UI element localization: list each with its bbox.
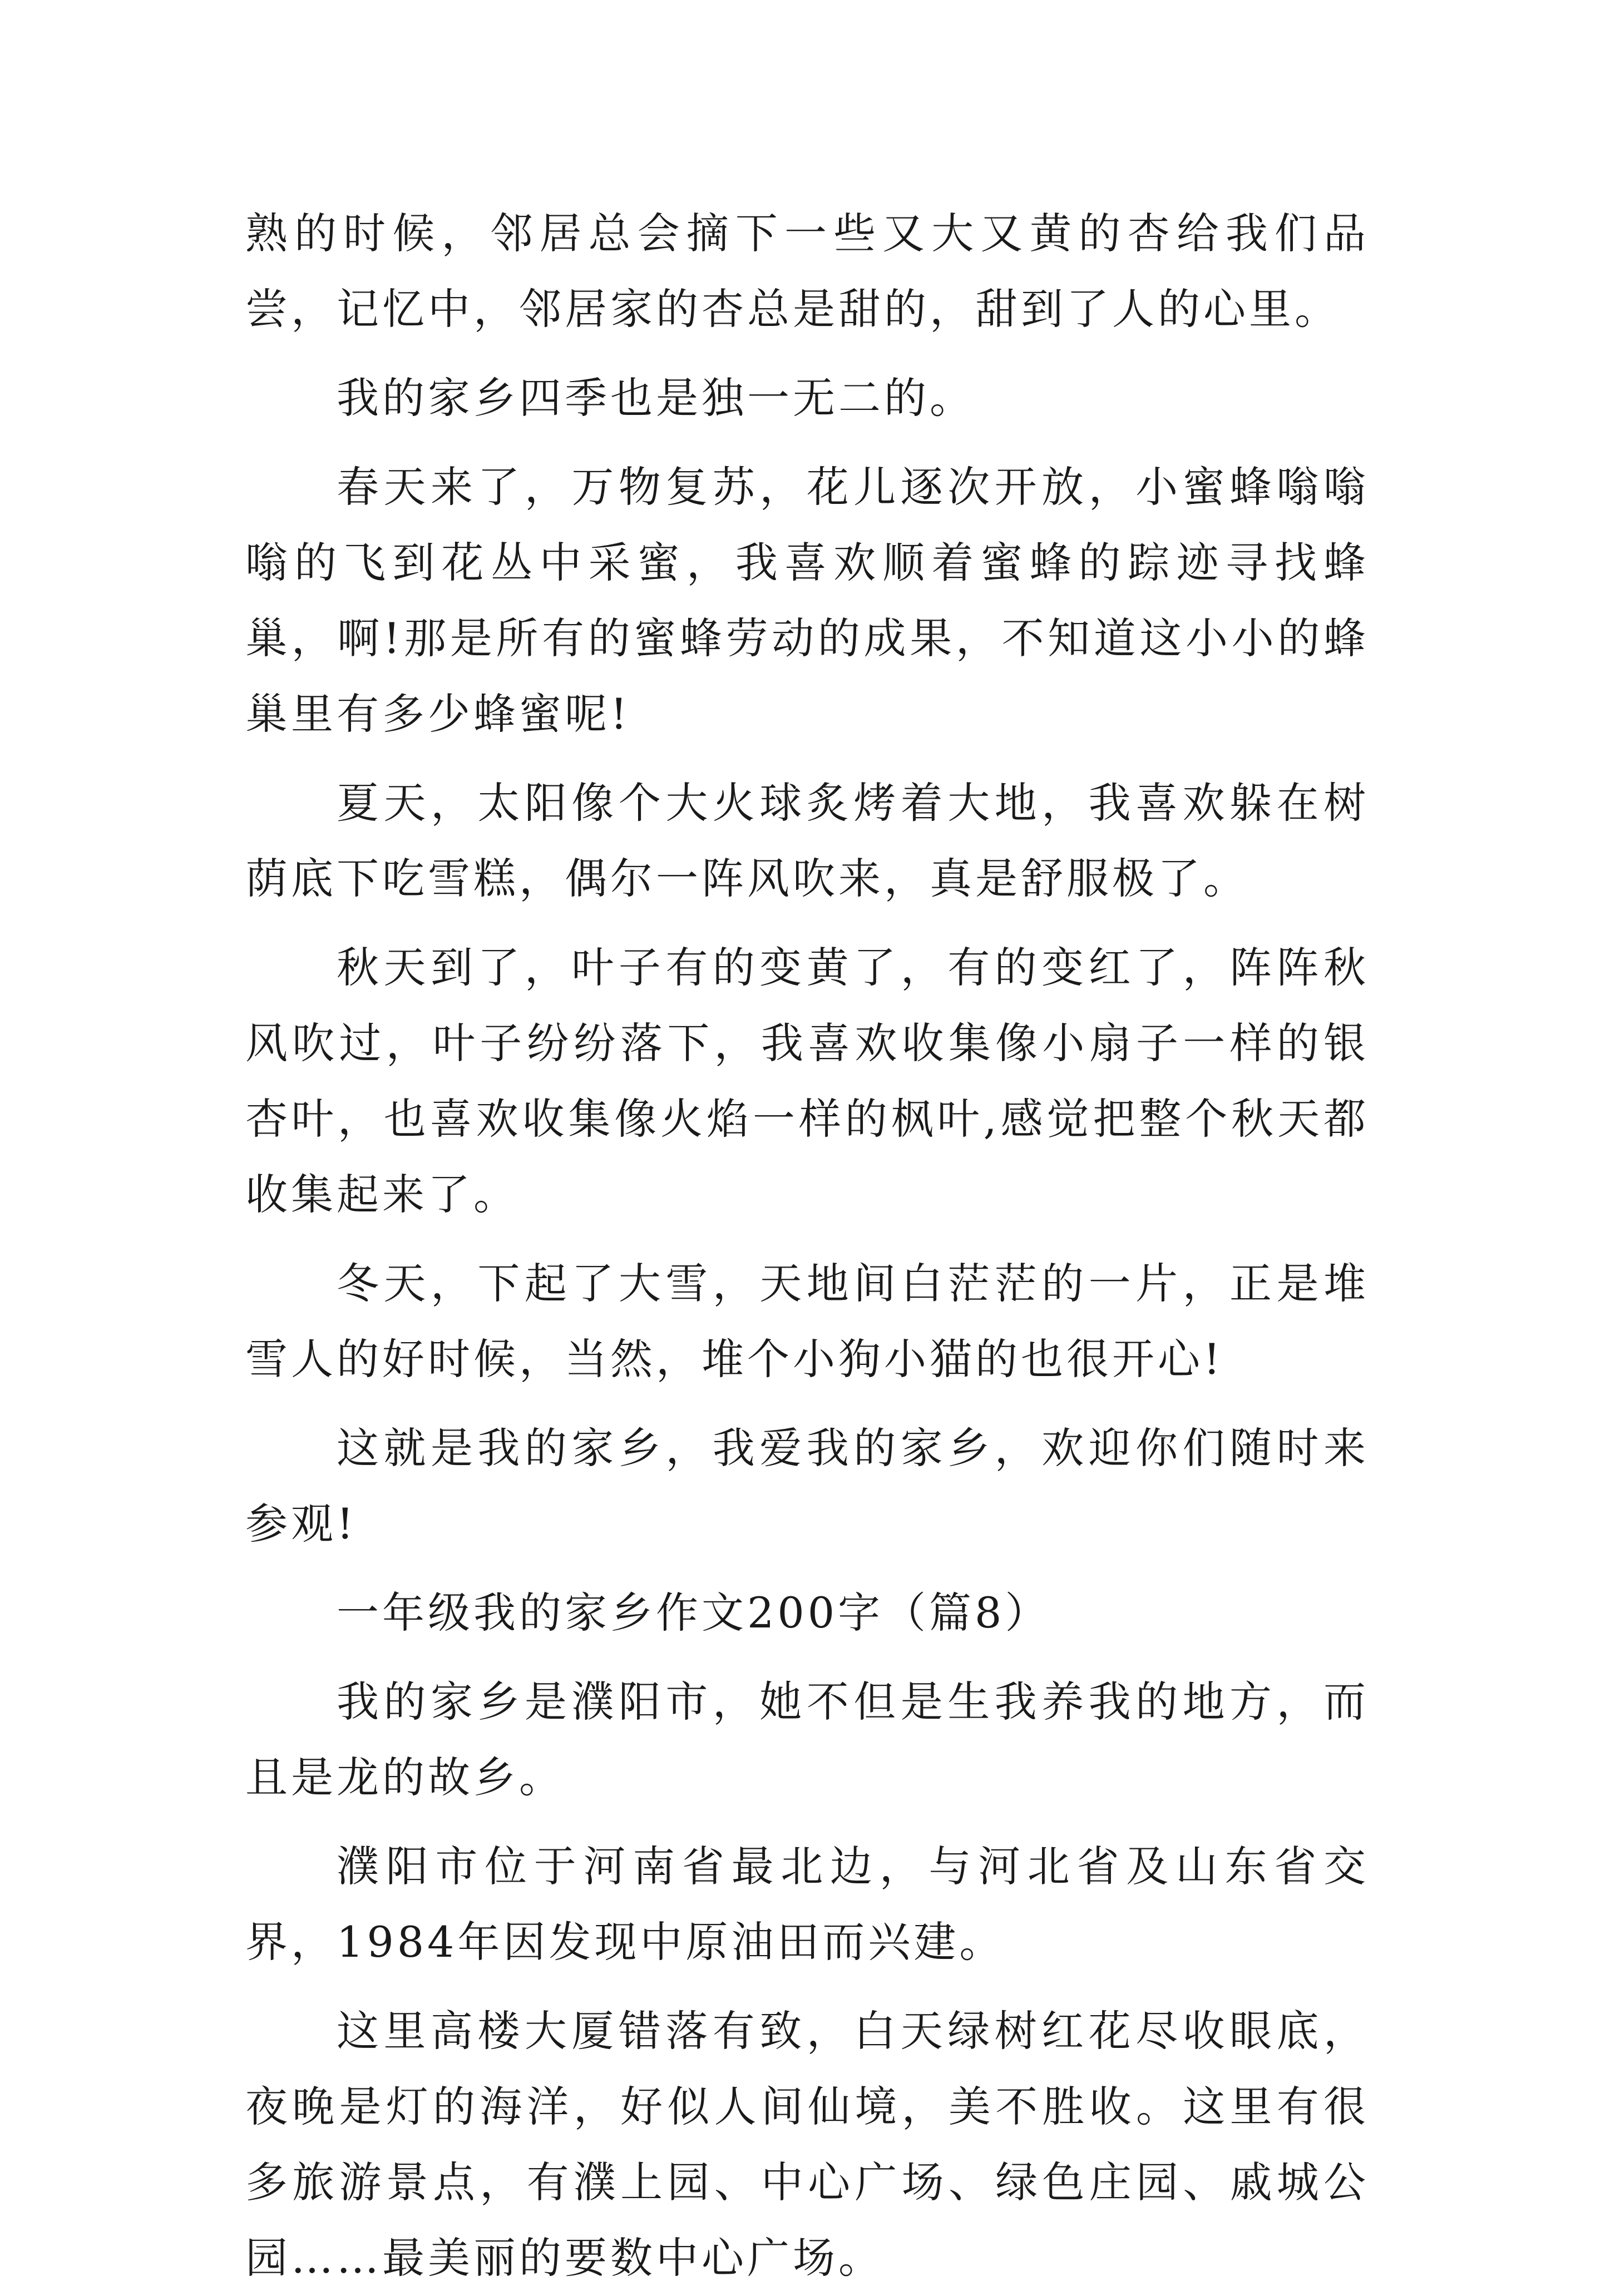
- paragraph-summer: 夏天，太阳像个大火球炙烤着大地，我喜欢躲在树荫底下吃雪糕，偶尔一阵风吹来，真是舒服极了。: [245, 778, 1369, 903]
- paragraph-puyang-location: 濮阳市位于河南省最北边，与河北省及山东省交界，1984年因发现中原油田而兴建。: [245, 1842, 1369, 1967]
- paragraph-conclusion: 这就是我的家乡，我爱我的家乡，欢迎你们随时来参观!: [245, 1423, 1369, 1548]
- paragraph-continued: 熟的时候，邻居总会摘下一些又大又黄的杏给我们品尝，记忆中，邻居家的杏总是甜的，甜到了人的心里。: [245, 209, 1369, 334]
- document-body: [245, 196, 1369, 2296]
- paragraph-puyang-intro: 我的家乡是濮阳市，她不但是生我养我的地方，而且是龙的故乡。: [245, 1677, 1369, 1802]
- paragraph-winter: 冬天，下起了大雪，天地间白茫茫的一片，正是堆雪人的好时候，当然，堆个小狗小猫的也很开心!: [245, 1259, 1369, 1384]
- paragraph-seasons-intro: 我的家乡四季也是独一无二的。: [337, 373, 975, 423]
- paragraph-spring: 春天来了，万物复苏，花儿逐次开放，小蜜蜂嗡嗡嗡的飞到花丛中采蜜，我喜欢顺着蜜蜂的踪迹寻找蜂巢，啊!那是所有的蜜蜂劳动的成果，不知道这小小的蜂巢里有多少蜂蜜呢!: [245, 462, 1369, 739]
- paragraph-puyang-scenery: 这里高楼大厦错落有致，白天绿树红花尽收眼底，夜晚是灯的海洋，好似人间仙境，美不胜收。这里有很多旅游景点，有濮上园、中心广场、绿色庄园、戚城公园……最美丽的要数中心广场。: [245, 2006, 1369, 2283]
- section-heading: 一年级我的家乡作文200字（篇8）: [337, 1588, 1051, 1637]
- paragraph-autumn: 秋天到了，叶子有的变黄了，有的变红了，阵阵秋风吹过，叶子纷纷落下，我喜欢收集像小扇子一样的银杏叶，也喜欢收集像火焰一样的枫叶,感觉把整个秋天都收集起来了。: [245, 943, 1369, 1219]
